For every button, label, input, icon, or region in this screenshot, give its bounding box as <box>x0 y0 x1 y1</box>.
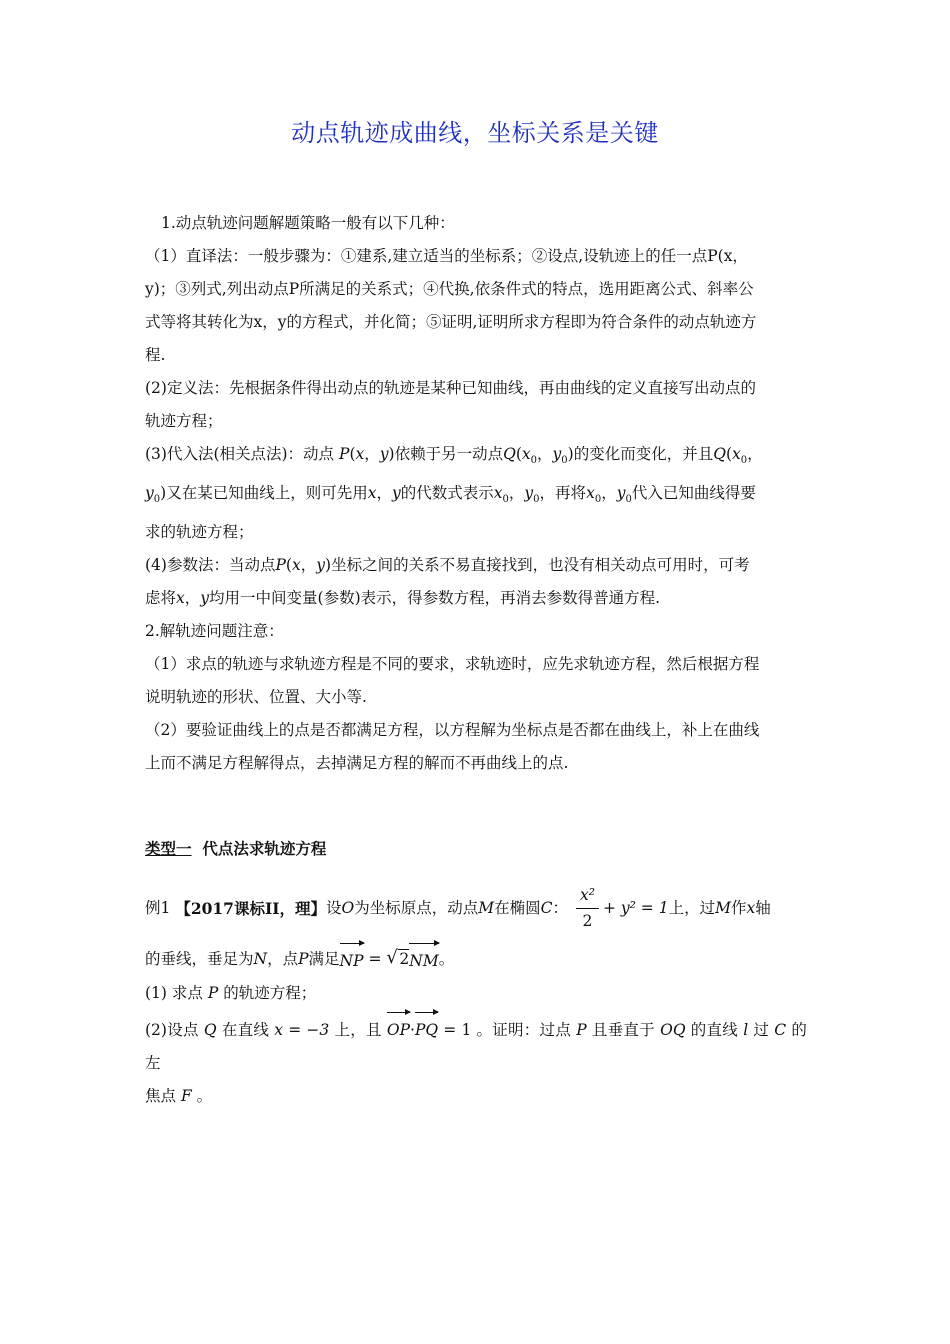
vector-pq: PQ <box>415 1010 438 1047</box>
note-2-line-1: （2）要验证曲线上的点是否都满足方程，以方程解为坐标点是否都在曲线上，补上在曲线 <box>145 721 760 740</box>
vector-np: NP <box>340 941 364 978</box>
note-1-line-2: 说明轨迹的形状、位置、大小等. <box>145 688 367 707</box>
type-1-label: 类型一 <box>145 839 192 859</box>
page-title: 动点轨迹成曲线，坐标关系是关键 <box>291 119 659 147</box>
type-1-text: 代点法求轨迹方程 <box>202 839 327 859</box>
note-2-line-2: 上而不满足方程解得点，去掉满足方程的解而不再曲线上的点. <box>145 754 569 773</box>
note-1-line-1: （1）求点的轨迹与求轨迹方程是不同的要求，求轨迹时，应先求轨迹方程，然后根据方程 <box>145 655 760 674</box>
method-2-line-1: (2)定义法：先根据条件得出动点的轨迹是某种已知曲线，再由曲线的定义直接写出动点的 <box>145 379 756 397</box>
example-1-question-2-line-1: (2)设点 Q 在直线 x = −3 上，且 OP·PQ = 1 。证明：过点 P 且垂直于 OQ 的直线 l 过 C 的左 <box>145 1010 807 1080</box>
method-3-line-3: 求的轨迹方程； <box>145 523 254 542</box>
ellipse-equation-rest: + y² = 1 <box>602 898 669 917</box>
method-1-line-4: 程. <box>145 346 166 364</box>
method-1-line-1: （1）直译法：一般步骤为：①建系,建立适当的坐标系；②设点,设轨迹上的任一点P(x， <box>145 247 748 265</box>
example-1-line-1: 例1 【2017课标II，理】 设 O 为坐标原点，动点 M 在椭圆 C ： $\frac{\text{x²}}{2}$ + y² = 1 上，过 M 作 x 轴 <box>145 879 807 937</box>
notes-heading: 2.解轨迹问题注意： <box>145 622 284 641</box>
line-equation: x = −3 <box>274 1021 330 1040</box>
example-1-line-2: 的垂线，垂足为 N ，点 P 满足 NP = √ 2 NM 。 <box>145 941 807 977</box>
type-1-heading <box>145 832 807 865</box>
example-1-question-2-line-2: 焦点 F 。 <box>145 1087 213 1106</box>
method-2-line-2: 轨迹方程； <box>145 412 223 430</box>
example-1-question-1: (1) 求点 P 的轨迹方程； <box>145 984 317 1003</box>
document-body <box>145 207 807 1113</box>
vector-nm: NM <box>409 941 438 978</box>
example-1-source: 【2017课标II，理】 <box>175 898 326 918</box>
method-1-line-3: 式等将其转化为x，y的方程式，并化简；⑤证明,证明所求方程即为符合条件的动点轨迹方 <box>145 313 757 331</box>
method-4-line-1: (4)参数法：当动点P(x，y)坐标之间的关系不易直接找到，也没有相关动点可用时，可考 <box>145 556 750 575</box>
example-1-prefix: 例1 <box>145 898 171 917</box>
vector-op: OP <box>387 1010 410 1047</box>
example-1 <box>145 879 807 1113</box>
method-3-line-1: (3)代入法(相关点法)：动点 P(x，y)依赖于另一动点$Q(x_0$，$y_0$)的变化而变化，并且$Q(x_0$， <box>145 445 763 467</box>
strategy-heading: 1.动点轨迹问题解题策略一般有以下几种： <box>161 214 455 232</box>
method-3-line-2: $y_0$)又在某已知曲线上，则可先用x，y的代数式表示$x_0$，$y_0$，再将$x_0$，$y_0$代入已知曲线得要 <box>145 484 756 506</box>
method-4-line-2: 虑将x，y均用一中间变量(参数)表示，得参数方程，再消去参数得普通方程. <box>145 589 661 608</box>
sqrt-symbol: √ 2 <box>386 946 410 968</box>
method-1-line-2: y)；③列式,列出动点P所满足的关系式；④代换,依条件式的特点，选用距离公式、斜率公 <box>145 280 754 298</box>
ellipse-fraction: $\frac{\text{x²}}{2}$ <box>576 884 599 933</box>
